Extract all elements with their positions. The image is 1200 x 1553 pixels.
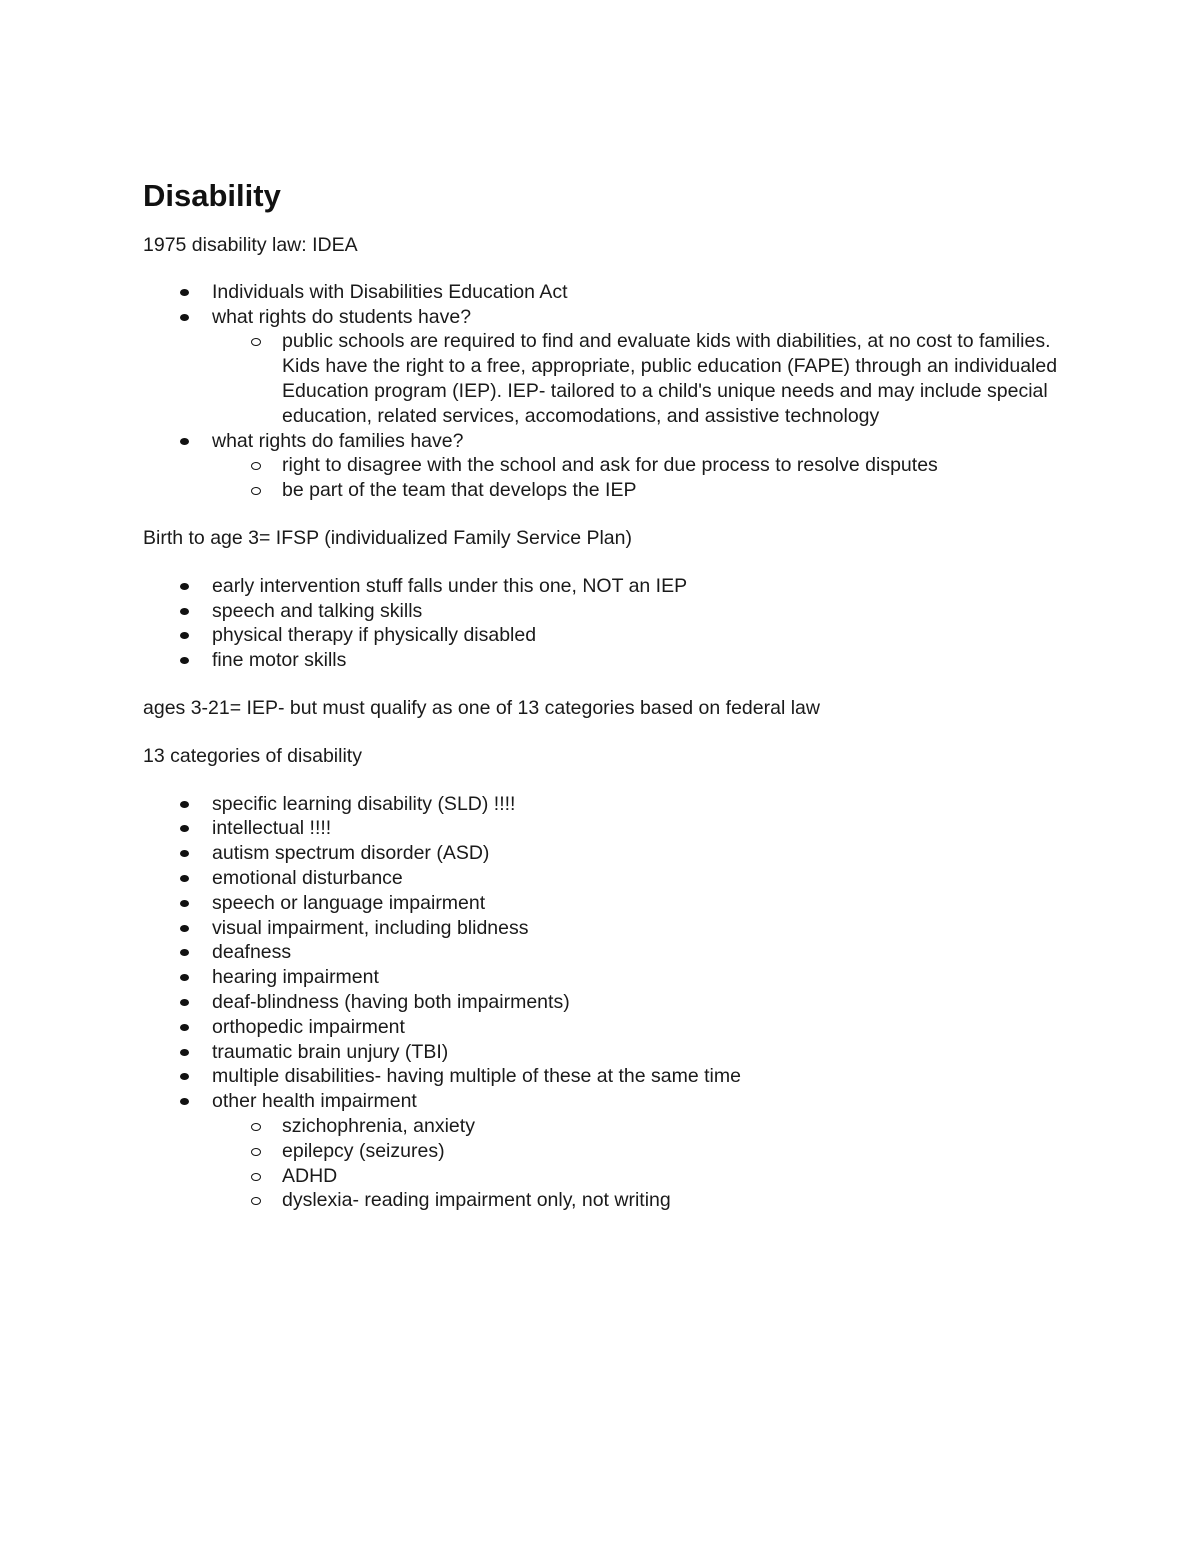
list-item: autism spectrum disorder (ASD) [143, 841, 1083, 866]
idea-heading: 1975 disability law: IDEA [143, 234, 358, 256]
list-item: emotional disturbance [143, 866, 1083, 891]
sublist-item: szichophrenia, anxiety [143, 1114, 1083, 1139]
list-item: specific learning disability (SLD) !!!! [143, 792, 1083, 817]
list-item: early intervention stuff falls under this one, NOT an IEP [143, 574, 1083, 599]
sublist [212, 1114, 1083, 1213]
list-item: traumatic brain unjury (TBI) [143, 1040, 1083, 1065]
bullet-icon [180, 900, 189, 907]
bullet-icon [180, 999, 189, 1006]
list-item: speech or language impairment [143, 891, 1083, 916]
bullet-icon [180, 583, 189, 590]
hollow-bullet-icon [251, 462, 261, 470]
list-item: physical therapy if physically disabled [143, 623, 1083, 648]
bullet-icon [180, 1049, 189, 1056]
list-item: hearing impairment [143, 965, 1083, 990]
idea-list [143, 280, 1083, 503]
list-item: visual impairment, including blidness [143, 916, 1083, 941]
bullet-icon [180, 825, 189, 832]
bullet-icon [180, 1098, 189, 1105]
list-item: speech and talking skills [143, 599, 1083, 624]
list-item: deaf-blindness (having both impairments) [143, 990, 1083, 1015]
sublist [212, 329, 1083, 428]
bullet-icon [180, 1024, 189, 1031]
hollow-bullet-icon [251, 1173, 261, 1181]
list-item: multiple disabilities- having multiple of these at the same time [143, 1064, 1083, 1089]
categories-list [143, 792, 1083, 1214]
bullet-icon [180, 657, 189, 664]
list-item: fine motor skills [143, 648, 1083, 673]
ifsp-heading: Birth to age 3= IFSP (individualized Family Service Plan) [143, 526, 632, 549]
ifsp-list [143, 574, 1083, 673]
bullet-icon [180, 875, 189, 882]
sublist-item: right to disagree with the school and ask for due process to resolve disputes [143, 453, 1083, 478]
bullet-icon [180, 632, 189, 639]
list-item: intellectual !!!! [143, 816, 1083, 841]
sublist [212, 453, 1083, 503]
hollow-bullet-icon [251, 1123, 261, 1131]
document-page [143, 176, 1083, 1236]
list-item: what rights do families have? right to disagree with the school and ask for due process to resolve disputes be part of the team that develops the IEP [143, 429, 1083, 503]
list-item: Individuals with Disabilities Education Act [143, 280, 1083, 305]
hollow-bullet-icon [251, 1197, 261, 1205]
hollow-bullet-icon [251, 338, 261, 346]
bullet-icon [180, 289, 189, 296]
list-item: what rights do students have? public schools are required to find and evaluate kids with diabilities, at no cost to families. Kids have the right to a free, appropriate, public education (FAPE) through an individualed Education program (IEP). IEP- tailored to a child's unique needs and may include special education, related services, accomodations, and assistive technology [143, 305, 1083, 429]
iep-heading: ages 3-21= IEP- but must qualify as one of 13 categories based on federal law [143, 696, 820, 719]
bullet-icon [180, 608, 189, 615]
sublist-item: ADHD [143, 1164, 1083, 1189]
list-item: deafness [143, 940, 1083, 965]
list-item: orthopedic impairment [143, 1015, 1083, 1040]
bullet-icon [180, 974, 189, 981]
bullet-icon [180, 949, 189, 956]
hollow-bullet-icon [251, 487, 261, 495]
bullet-icon [180, 438, 189, 445]
page-title: Disability [143, 178, 281, 213]
hollow-bullet-icon [251, 1148, 261, 1156]
categories-heading: 13 categories of disability [143, 744, 362, 767]
bullet-icon [180, 1073, 189, 1080]
bullet-icon [180, 850, 189, 857]
sublist-item: public schools are required to find and evaluate kids with diabilities, at no cost to families. Kids have the right to a free, appropriate, public education (FAPE) through an individualed Education program (IEP). IEP- tailored to a child's unique needs and may include special education, related services, accomodations, and assistive technology [143, 329, 1083, 428]
bullet-icon [180, 925, 189, 932]
bullet-icon [180, 314, 189, 321]
bullet-icon [180, 801, 189, 808]
sublist-item: be part of the team that develops the IEP [143, 478, 1083, 503]
sublist-item: dyslexia- reading impairment only, not writing [143, 1188, 1083, 1213]
list-item: other health impairment szichophrenia, anxiety epilepcy (seizures) ADHD dyslexia- reading impairment only, not writing [143, 1089, 1083, 1213]
sublist-item: epilepcy (seizures) [143, 1139, 1083, 1164]
